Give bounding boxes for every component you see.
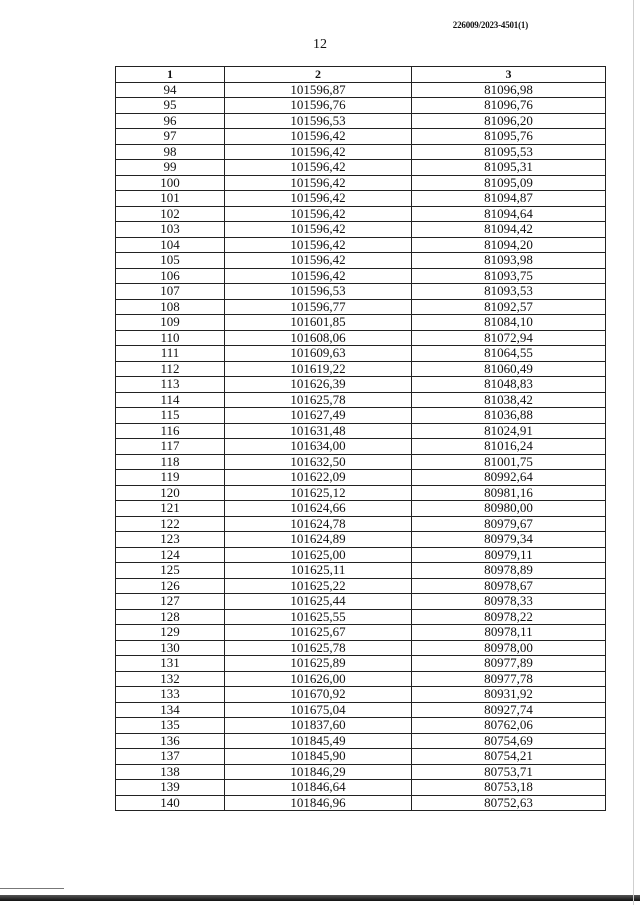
x-coordinate-cell: 101596,42 [225, 206, 412, 222]
point-number-cell: 109 [116, 315, 225, 331]
page-number: 12 [313, 37, 327, 52]
x-coordinate-cell: 101622,09 [225, 470, 412, 486]
point-number-cell: 130 [116, 640, 225, 656]
x-coordinate-cell: 101625,11 [225, 563, 412, 579]
table-row [116, 516, 606, 532]
table-row [116, 563, 606, 579]
table-row [116, 547, 606, 563]
x-coordinate-cell: 101624,78 [225, 516, 412, 532]
x-coordinate-cell: 101631,48 [225, 423, 412, 439]
y-coordinate-cell: 81094,87 [412, 191, 606, 207]
table-row [116, 206, 606, 222]
table-row [116, 268, 606, 284]
point-number-cell: 101 [116, 191, 225, 207]
y-coordinate-cell: 80752,63 [412, 795, 606, 811]
point-number-cell: 126 [116, 578, 225, 594]
y-coordinate-cell: 81064,55 [412, 346, 606, 362]
point-number-cell: 118 [116, 454, 225, 470]
x-coordinate-cell: 101596,42 [225, 237, 412, 253]
x-coordinate-cell: 101596,53 [225, 284, 412, 300]
point-number-cell: 114 [116, 392, 225, 408]
x-coordinate-cell: 101625,44 [225, 594, 412, 610]
x-coordinate-cell: 101670,92 [225, 687, 412, 703]
point-number-cell: 136 [116, 733, 225, 749]
x-coordinate-cell: 101596,42 [225, 144, 412, 160]
y-coordinate-cell: 80978,33 [412, 594, 606, 610]
x-coordinate-cell: 101596,42 [225, 129, 412, 145]
point-number-cell: 105 [116, 253, 225, 269]
table-row [116, 609, 606, 625]
y-coordinate-cell: 81094,64 [412, 206, 606, 222]
x-coordinate-cell: 101627,49 [225, 408, 412, 424]
table-row [116, 160, 606, 176]
y-coordinate-cell: 81084,10 [412, 315, 606, 331]
y-coordinate-cell: 80979,67 [412, 516, 606, 532]
table-row [116, 377, 606, 393]
table-row [116, 423, 606, 439]
x-coordinate-cell: 101596,42 [225, 268, 412, 284]
y-coordinate-cell: 80980,00 [412, 501, 606, 517]
x-coordinate-cell: 101625,78 [225, 640, 412, 656]
table-row [116, 392, 606, 408]
table-row [116, 640, 606, 656]
table-row [116, 315, 606, 331]
table-body [116, 82, 606, 811]
point-number-cell: 95 [116, 98, 225, 114]
x-coordinate-cell: 101596,42 [225, 175, 412, 191]
table-row [116, 501, 606, 517]
point-number-cell: 138 [116, 764, 225, 780]
x-coordinate-cell: 101846,64 [225, 780, 412, 796]
x-coordinate-cell: 101596,87 [225, 82, 412, 98]
point-number-cell: 94 [116, 82, 225, 98]
x-coordinate-cell: 101625,55 [225, 609, 412, 625]
point-number-cell: 137 [116, 749, 225, 765]
document-id: 226009/2023-4501(1) [452, 20, 528, 30]
y-coordinate-cell: 81016,24 [412, 439, 606, 455]
point-number-cell: 97 [116, 129, 225, 145]
x-coordinate-cell: 101596,42 [225, 160, 412, 176]
x-coordinate-cell: 101624,89 [225, 532, 412, 548]
x-coordinate-cell: 101596,42 [225, 253, 412, 269]
point-number-cell: 113 [116, 377, 225, 393]
y-coordinate-cell: 81096,98 [412, 82, 606, 98]
y-coordinate-cell: 80978,22 [412, 609, 606, 625]
x-coordinate-cell: 101625,78 [225, 392, 412, 408]
x-coordinate-cell: 101601,85 [225, 315, 412, 331]
x-coordinate-cell: 101596,42 [225, 191, 412, 207]
point-number-cell: 134 [116, 702, 225, 718]
table-row [116, 470, 606, 486]
table-row [116, 702, 606, 718]
table-row [116, 780, 606, 796]
y-coordinate-cell: 81072,94 [412, 330, 606, 346]
x-coordinate-cell: 101608,06 [225, 330, 412, 346]
point-number-cell: 129 [116, 625, 225, 641]
y-coordinate-cell: 80762,06 [412, 718, 606, 734]
table-row [116, 113, 606, 129]
table-row [116, 764, 606, 780]
point-number-cell: 104 [116, 237, 225, 253]
y-coordinate-cell: 81094,20 [412, 237, 606, 253]
point-number-cell: 135 [116, 718, 225, 734]
point-number-cell: 121 [116, 501, 225, 517]
x-coordinate-cell: 101596,76 [225, 98, 412, 114]
y-coordinate-cell: 81092,57 [412, 299, 606, 315]
y-coordinate-cell: 80978,89 [412, 563, 606, 579]
x-coordinate-cell: 101675,04 [225, 702, 412, 718]
coordinates-table [115, 66, 606, 811]
x-coordinate-cell: 101845,49 [225, 733, 412, 749]
y-coordinate-cell: 80992,64 [412, 470, 606, 486]
y-coordinate-cell: 80754,69 [412, 733, 606, 749]
point-number-cell: 110 [116, 330, 225, 346]
table-row [116, 408, 606, 424]
point-number-cell: 108 [116, 299, 225, 315]
table-row [116, 532, 606, 548]
y-coordinate-cell: 81093,53 [412, 284, 606, 300]
table-row [116, 454, 606, 470]
table-row [116, 144, 606, 160]
y-coordinate-cell: 80979,34 [412, 532, 606, 548]
y-coordinate-cell: 80754,21 [412, 749, 606, 765]
y-coordinate-cell: 80931,92 [412, 687, 606, 703]
point-number-cell: 124 [116, 547, 225, 563]
y-coordinate-cell: 81095,31 [412, 160, 606, 176]
table-row [116, 330, 606, 346]
table-row [116, 284, 606, 300]
point-number-cell: 112 [116, 361, 225, 377]
x-coordinate-cell: 101625,12 [225, 485, 412, 501]
x-coordinate-cell: 101846,29 [225, 764, 412, 780]
y-coordinate-cell: 81093,75 [412, 268, 606, 284]
x-coordinate-cell: 101625,00 [225, 547, 412, 563]
point-number-cell: 133 [116, 687, 225, 703]
table-row [116, 485, 606, 501]
table-row [116, 361, 606, 377]
y-coordinate-cell: 81095,76 [412, 129, 606, 145]
y-coordinate-cell: 80978,11 [412, 625, 606, 641]
x-coordinate-cell: 101619,22 [225, 361, 412, 377]
x-coordinate-cell: 101596,42 [225, 222, 412, 238]
point-number-cell: 119 [116, 470, 225, 486]
table-row [116, 733, 606, 749]
table-header-row [116, 67, 606, 83]
y-coordinate-cell: 81094,42 [412, 222, 606, 238]
point-number-cell: 100 [116, 175, 225, 191]
y-coordinate-cell: 81096,76 [412, 98, 606, 114]
table-row [116, 129, 606, 145]
point-number-cell: 96 [116, 113, 225, 129]
table-row [116, 625, 606, 641]
table-row [116, 191, 606, 207]
table-row [116, 671, 606, 687]
y-coordinate-cell: 81095,09 [412, 175, 606, 191]
y-coordinate-cell: 80978,67 [412, 578, 606, 594]
table-row [116, 237, 606, 253]
x-coordinate-cell: 101625,67 [225, 625, 412, 641]
point-number-cell: 122 [116, 516, 225, 532]
point-number-cell: 127 [116, 594, 225, 610]
y-coordinate-cell: 81024,91 [412, 423, 606, 439]
table-row [116, 299, 606, 315]
point-number-cell: 132 [116, 671, 225, 687]
table-row [116, 578, 606, 594]
point-number-cell: 111 [116, 346, 225, 362]
point-number-cell: 103 [116, 222, 225, 238]
x-coordinate-cell: 101624,66 [225, 501, 412, 517]
table-row [116, 718, 606, 734]
table-row [116, 175, 606, 191]
x-coordinate-cell: 101596,53 [225, 113, 412, 129]
point-number-cell: 99 [116, 160, 225, 176]
x-coordinate-cell: 101846,96 [225, 795, 412, 811]
table-row [116, 594, 606, 610]
y-coordinate-cell: 81060,49 [412, 361, 606, 377]
y-coordinate-cell: 80981,16 [412, 485, 606, 501]
table-row [116, 749, 606, 765]
table-row [116, 222, 606, 238]
x-coordinate-cell: 101596,77 [225, 299, 412, 315]
y-coordinate-cell: 80978,00 [412, 640, 606, 656]
y-coordinate-cell: 81038,42 [412, 392, 606, 408]
scan-artifact-bar [0, 895, 640, 901]
x-coordinate-cell: 101837,60 [225, 718, 412, 734]
x-coordinate-cell: 101634,00 [225, 439, 412, 455]
point-number-cell: 117 [116, 439, 225, 455]
point-number-cell: 120 [116, 485, 225, 501]
point-number-cell: 102 [116, 206, 225, 222]
point-number-cell: 115 [116, 408, 225, 424]
table-row [116, 98, 606, 114]
y-coordinate-cell: 81048,83 [412, 377, 606, 393]
y-coordinate-cell: 80927,74 [412, 702, 606, 718]
column-header: 1 [116, 67, 225, 83]
table-row [116, 346, 606, 362]
y-coordinate-cell: 80977,89 [412, 656, 606, 672]
table-row [116, 253, 606, 269]
y-coordinate-cell: 81093,98 [412, 253, 606, 269]
point-number-cell: 106 [116, 268, 225, 284]
x-coordinate-cell: 101625,22 [225, 578, 412, 594]
table-row [116, 687, 606, 703]
point-number-cell: 98 [116, 144, 225, 160]
y-coordinate-cell: 81001,75 [412, 454, 606, 470]
y-coordinate-cell: 81095,53 [412, 144, 606, 160]
y-coordinate-cell: 80753,18 [412, 780, 606, 796]
scan-artifact-line [0, 888, 64, 889]
table-row [116, 439, 606, 455]
column-header: 3 [412, 67, 606, 83]
point-number-cell: 139 [116, 780, 225, 796]
x-coordinate-cell: 101632,50 [225, 454, 412, 470]
point-number-cell: 131 [116, 656, 225, 672]
column-header: 2 [225, 67, 412, 83]
scan-edge-line [633, 0, 634, 905]
x-coordinate-cell: 101625,89 [225, 656, 412, 672]
point-number-cell: 116 [116, 423, 225, 439]
point-number-cell: 123 [116, 532, 225, 548]
y-coordinate-cell: 81036,88 [412, 408, 606, 424]
table-row [116, 795, 606, 811]
point-number-cell: 140 [116, 795, 225, 811]
y-coordinate-cell: 81096,20 [412, 113, 606, 129]
point-number-cell: 125 [116, 563, 225, 579]
table-row [116, 82, 606, 98]
point-number-cell: 107 [116, 284, 225, 300]
x-coordinate-cell: 101626,39 [225, 377, 412, 393]
y-coordinate-cell: 80979,11 [412, 547, 606, 563]
table-row [116, 656, 606, 672]
point-number-cell: 128 [116, 609, 225, 625]
x-coordinate-cell: 101626,00 [225, 671, 412, 687]
y-coordinate-cell: 80753,71 [412, 764, 606, 780]
x-coordinate-cell: 101845,90 [225, 749, 412, 765]
y-coordinate-cell: 80977,78 [412, 671, 606, 687]
x-coordinate-cell: 101609,63 [225, 346, 412, 362]
